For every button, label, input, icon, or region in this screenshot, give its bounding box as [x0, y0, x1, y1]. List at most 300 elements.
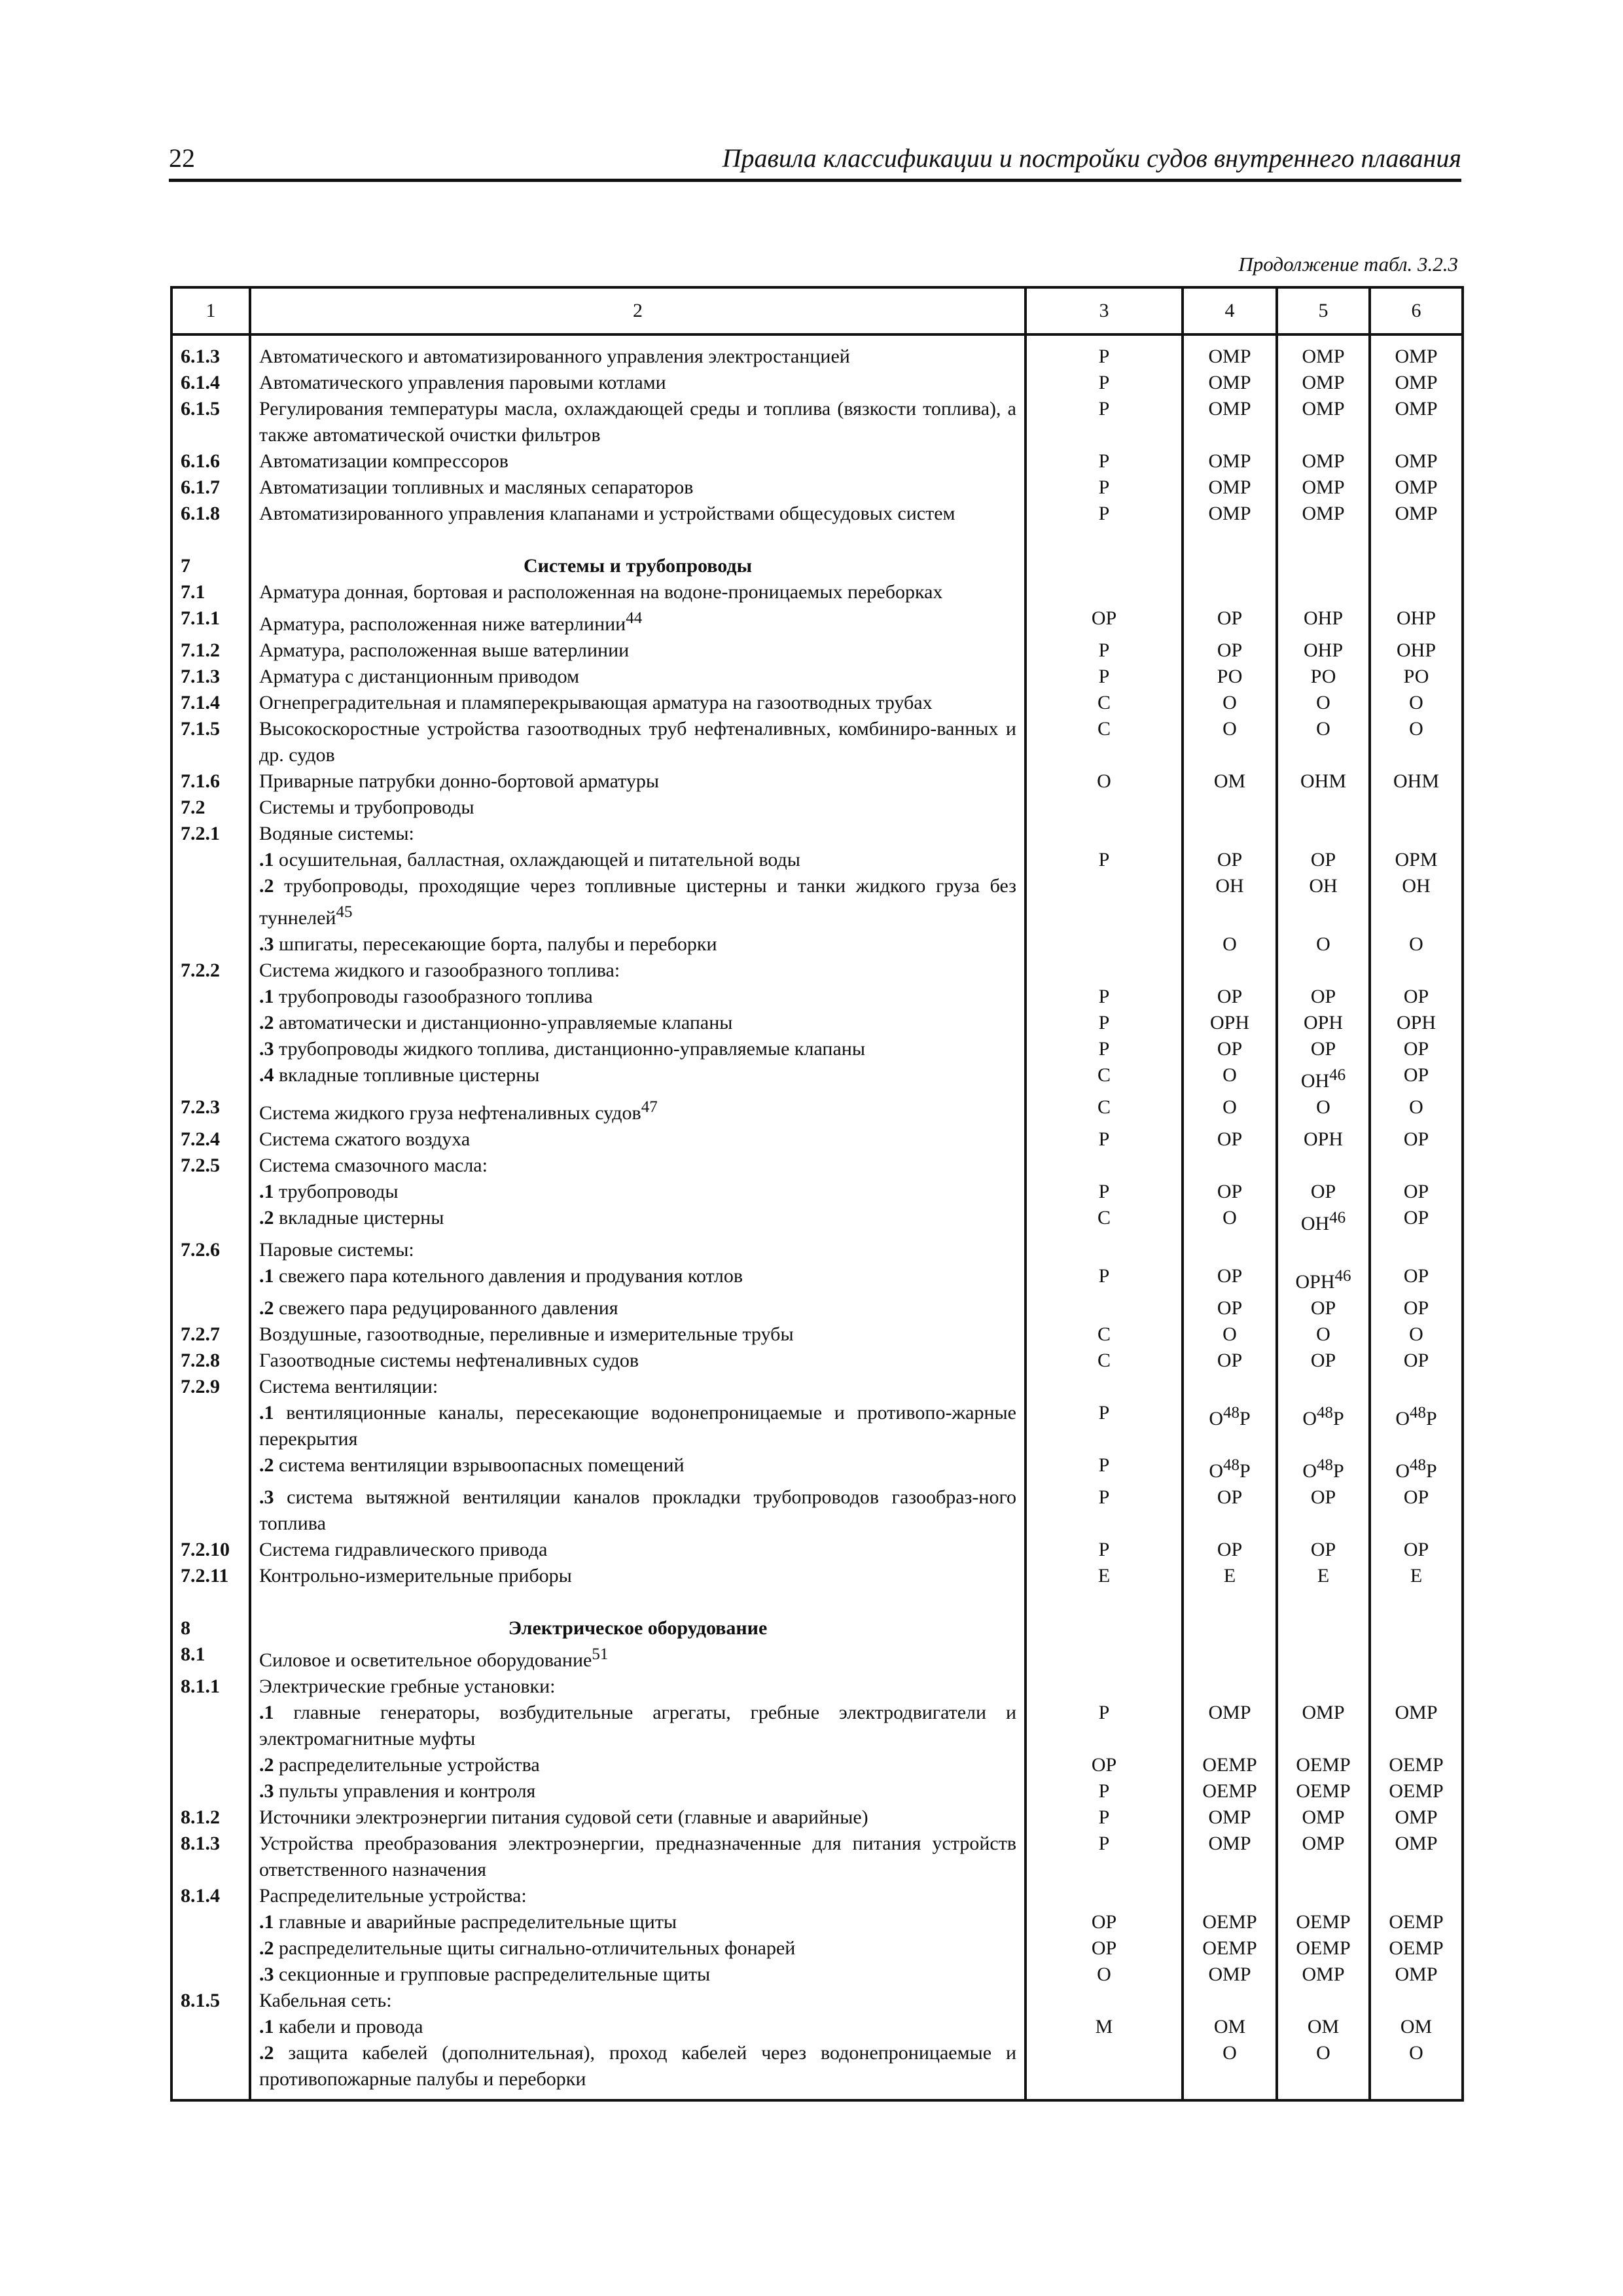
table-row — [171, 605, 1463, 637]
value-cell-c6 — [1370, 1563, 1463, 1589]
row-number-cell — [171, 1988, 250, 2014]
cell-value: ОМР — [1208, 1702, 1251, 1723]
value-cell-c5 — [1277, 1237, 1370, 1263]
cell-value: Р — [1098, 503, 1110, 524]
value-cell-c4 — [1183, 873, 1277, 931]
value-cell-c5 — [1277, 1374, 1370, 1400]
row-text: Система гидравлического привода — [259, 1539, 548, 1560]
cell-value: ОР — [1403, 1297, 1429, 1319]
row-text-cell — [250, 690, 1026, 716]
cell-value: ОР — [1310, 849, 1336, 870]
item-marker: .2 — [259, 1012, 274, 1033]
value-cell-c3 — [1026, 1321, 1183, 1348]
value-cell-c6 — [1370, 1778, 1463, 1804]
value-cell-c3 — [1026, 1778, 1183, 1804]
cell-value: Р — [1098, 1539, 1110, 1560]
table-row — [171, 475, 1463, 501]
row-number-cell — [171, 1295, 250, 1321]
value-cell-c6 — [1370, 873, 1463, 931]
table-row — [171, 334, 1463, 370]
table-row — [171, 370, 1463, 396]
cell-value: ОЕМР — [1296, 1780, 1351, 1802]
cell-value: ОР — [1310, 1539, 1336, 1560]
table-row — [171, 1935, 1463, 1962]
row-text: Система сжатого воздуха — [259, 1128, 471, 1150]
row-number-cell — [171, 527, 250, 553]
row-number-cell — [171, 2040, 250, 2100]
table-row — [171, 768, 1463, 795]
value-cell-c6 — [1370, 1126, 1463, 1153]
cell-value: С — [1097, 1096, 1111, 1118]
row-number-cell — [171, 370, 250, 396]
row-text: распределительные устройства — [279, 1754, 540, 1776]
row-text-cell — [250, 1036, 1026, 1062]
value-cell-c6 — [1370, 1909, 1463, 1935]
row-text: система вентиляции взрывоопасных помещений — [279, 1454, 685, 1476]
table-row — [171, 1537, 1463, 1563]
column-header: 5 — [1277, 287, 1370, 334]
cell-value: ОР — [1217, 1181, 1243, 1202]
table-row — [171, 1237, 1463, 1263]
row-number-cell — [171, 1563, 250, 1589]
cell-value: Р — [1098, 372, 1110, 393]
row-text: пульты управления и контроля — [279, 1780, 536, 1802]
row-number-cell — [171, 396, 250, 448]
value-cell-c6 — [1370, 1484, 1463, 1537]
row-number-cell — [171, 1036, 250, 1062]
cell-value: РО — [1217, 666, 1243, 687]
value-cell-c5 — [1277, 1563, 1370, 1589]
cell-value: ОЕМР — [1296, 1937, 1351, 1959]
cell-value: О — [1222, 692, 1237, 713]
value-cell-c6 — [1370, 821, 1463, 847]
value-cell-c3 — [1026, 690, 1183, 716]
cell-value: ОНР — [1303, 639, 1343, 661]
value-cell-c5 — [1277, 2014, 1370, 2040]
row-number: 7.1.1 — [181, 607, 220, 629]
cell-value: ОР — [1217, 1128, 1243, 1150]
value-cell-c3 — [1026, 1153, 1183, 1179]
value-cell-c6 — [1370, 637, 1463, 664]
table-row — [171, 1010, 1463, 1036]
table-row — [171, 1674, 1463, 1700]
value-cell-c4 — [1183, 664, 1277, 690]
value-cell-c6 — [1370, 334, 1463, 370]
value-cell-c6 — [1370, 1988, 1463, 2014]
value-cell-c3 — [1026, 1263, 1183, 1295]
value-cell-c3 — [1026, 1674, 1183, 1700]
row-number-cell — [171, 1883, 250, 1909]
row-number-cell — [171, 1700, 250, 1752]
value-cell-c3 — [1026, 1804, 1183, 1831]
row-text-cell — [250, 1205, 1026, 1237]
value-cell-c5 — [1277, 1321, 1370, 1348]
value-cell-c3 — [1026, 2014, 1183, 2040]
cell-value: ОР — [1091, 1937, 1117, 1959]
row-text-cell — [250, 1348, 1026, 1374]
cell-value: ОЕМР — [1389, 1754, 1444, 1776]
value-cell-c4 — [1183, 1179, 1277, 1205]
value-cell-c3 — [1026, 2040, 1183, 2100]
table-row — [171, 1831, 1463, 1883]
cell-value: ОЕМР — [1296, 1911, 1351, 1933]
value-cell-c5 — [1277, 1831, 1370, 1883]
row-text-cell — [250, 1589, 1026, 1615]
cell-value: Е — [1317, 1565, 1330, 1587]
cell-value: ОР — [1217, 1038, 1243, 1060]
cell-value: Р — [1098, 346, 1110, 367]
row-text: главные и аварийные распределительные щиты — [279, 1911, 677, 1933]
row-text: вкладные топливные цистерны — [279, 1064, 540, 1086]
row-text: Система смазочного масла: — [259, 1155, 488, 1176]
value-cell-c6 — [1370, 1062, 1463, 1094]
row-number-cell — [171, 1237, 250, 1263]
value-cell-c6 — [1370, 958, 1463, 984]
running-title: Правила классификации и постройки судов внутреннего плавания — [722, 143, 1461, 173]
item-marker: .1 — [259, 1265, 274, 1287]
value-cell-c4 — [1183, 1778, 1277, 1804]
value-cell-c6 — [1370, 1205, 1463, 1237]
cell-value: ОР — [1403, 1038, 1429, 1060]
cell-value: ОМ — [1213, 770, 1246, 792]
value-cell-c6 — [1370, 501, 1463, 527]
row-text: Регулирования температуры масла, охлаждающей среды и топлива (вязкости топлива), а также автоматической очистки фильтров — [259, 398, 1016, 446]
value-cell-c3 — [1026, 1752, 1183, 1778]
value-cell-c6 — [1370, 475, 1463, 501]
row-number-cell — [171, 448, 250, 475]
value-cell-c5 — [1277, 1348, 1370, 1374]
row-text-cell — [250, 1563, 1026, 1589]
section-heading-cell — [250, 553, 1026, 579]
value-cell-c5 — [1277, 527, 1370, 553]
column-header: 6 — [1370, 287, 1463, 334]
row-number: 7.1.3 — [181, 666, 220, 687]
row-number-cell — [171, 1674, 250, 1700]
table-row — [171, 958, 1463, 984]
row-number: 6.1.6 — [181, 450, 220, 472]
value-cell-c5 — [1277, 1126, 1370, 1153]
value-cell-c6 — [1370, 1537, 1463, 1563]
cell-value: Р — [1098, 849, 1110, 870]
value-cell-c3 — [1026, 1909, 1183, 1935]
table-row — [171, 1563, 1463, 1589]
value-cell-c5 — [1277, 475, 1370, 501]
value-cell-c5 — [1277, 873, 1370, 931]
value-cell-c6 — [1370, 448, 1463, 475]
row-text-cell — [250, 1153, 1026, 1179]
row-number: 6.1.3 — [181, 346, 220, 367]
column-header: 3 — [1026, 287, 1183, 334]
value-cell-c4 — [1183, 637, 1277, 664]
value-cell-c5 — [1277, 1179, 1370, 1205]
value-cell-c3 — [1026, 847, 1183, 873]
value-cell-c3 — [1026, 579, 1183, 605]
footnote-ref: 48 — [1316, 1404, 1333, 1422]
value-cell-c5 — [1277, 1883, 1370, 1909]
value-cell-c6 — [1370, 605, 1463, 637]
spacer-row — [171, 1589, 1463, 1615]
row-text: главные генераторы, возбудительные агрегаты, гребные электродвигатели и электромагнитные муфты — [259, 1702, 1017, 1749]
value-cell-c4 — [1183, 1484, 1277, 1537]
spacer-row — [171, 527, 1463, 553]
row-text: Газоотводные системы нефтеналивных судов — [259, 1350, 639, 1371]
row-text: Системы и трубопроводы — [259, 797, 474, 818]
cell-value: ОР — [1310, 1297, 1336, 1319]
cell-value: ОР — [1310, 1350, 1336, 1371]
value-cell-c6 — [1370, 1615, 1463, 1641]
cell-value: О — [1097, 770, 1111, 792]
row-text-cell — [250, 847, 1026, 873]
row-text-cell — [250, 579, 1026, 605]
footnote-ref: 48 — [1409, 1404, 1426, 1422]
page-number: 22 — [169, 143, 195, 173]
value-cell-c6 — [1370, 1674, 1463, 1700]
item-marker: .1 — [259, 1402, 274, 1424]
row-number-cell — [171, 958, 250, 984]
cell-value: О — [1316, 2042, 1330, 2064]
cell-value: О — [1409, 718, 1423, 740]
row-number: 7.1.5 — [181, 718, 220, 740]
cell-value: ОМР — [1208, 476, 1251, 498]
table-row — [171, 448, 1463, 475]
cell-value: ОН — [1402, 875, 1431, 897]
column-header: 4 — [1183, 287, 1277, 334]
cell-value: О — [1316, 1096, 1330, 1118]
value-cell-c4 — [1183, 1804, 1277, 1831]
row-text-cell — [250, 1126, 1026, 1153]
row-number-cell — [171, 1804, 250, 1831]
value-cell-c4 — [1183, 1010, 1277, 1036]
value-cell-c6 — [1370, 1831, 1463, 1883]
row-text: Кабельная сеть: — [259, 1990, 392, 2011]
value-cell-c6 — [1370, 579, 1463, 605]
row-text: Арматура с дистанционным приводом — [259, 666, 580, 687]
value-cell-c5 — [1277, 958, 1370, 984]
value-cell-c3 — [1026, 1010, 1183, 1036]
table-row — [171, 1374, 1463, 1400]
row-number-cell — [171, 795, 250, 821]
row-number-cell — [171, 2014, 250, 2040]
table-row — [171, 716, 1463, 768]
cell-value: Е — [1223, 1565, 1236, 1587]
cell-value: ОР — [1310, 1181, 1336, 1202]
cell-value: Р — [1098, 1181, 1110, 1202]
table-row — [171, 501, 1463, 527]
row-text: Силовое и осветительное оборудование — [259, 1649, 592, 1671]
cell-value: ОР — [1403, 986, 1429, 1007]
value-cell-c5 — [1277, 768, 1370, 795]
cell-value: О — [1316, 718, 1330, 740]
cell-value: Р — [1098, 450, 1110, 472]
table-row — [171, 1348, 1463, 1374]
row-text-cell — [250, 396, 1026, 448]
value-cell-c5 — [1277, 1778, 1370, 1804]
value-cell-c6: $О^{48}Р$ — [1370, 1400, 1463, 1452]
row-text: Источники электроэнергии питания судовой сети (главные и аварийные) — [259, 1806, 868, 1828]
row-text-cell — [250, 1909, 1026, 1935]
cell-value: ОМР — [1395, 503, 1438, 524]
cell-value: ОЕМР — [1202, 1780, 1257, 1802]
row-number-cell — [171, 1010, 250, 1036]
value-cell-c3 — [1026, 553, 1183, 579]
value-cell-c5 — [1277, 1036, 1370, 1062]
value-cell-c4 — [1183, 847, 1277, 873]
cell-value: ОМР — [1395, 372, 1438, 393]
value-cell-c4 — [1183, 1674, 1277, 1700]
row-number-cell — [171, 1400, 250, 1452]
value-cell-c3 — [1026, 1962, 1183, 1988]
row-number-cell — [171, 1153, 250, 1179]
cell-value: Е — [1097, 1565, 1111, 1587]
cell-value: ОМР — [1302, 372, 1345, 393]
value-cell-c6 — [1370, 553, 1463, 579]
value-cell-c6 — [1370, 1153, 1463, 1179]
cell-value: ОРН — [1209, 1012, 1249, 1033]
value-cell-c3 — [1026, 958, 1183, 984]
value-cell-c6 — [1370, 1804, 1463, 1831]
table-row — [171, 1883, 1463, 1909]
value-cell-c4 — [1183, 716, 1277, 768]
row-text-cell — [250, 768, 1026, 795]
value-cell-c4 — [1183, 1831, 1277, 1883]
value-cell-c4: $О^{48}Р$ — [1183, 1400, 1277, 1452]
cell-value: ОНМ — [1393, 770, 1439, 792]
row-text-cell — [250, 605, 1026, 637]
value-cell-c4 — [1183, 501, 1277, 527]
cell-value: ОР — [1310, 1486, 1336, 1508]
value-cell-c3 — [1026, 1700, 1183, 1752]
cell-value: О — [1409, 692, 1423, 713]
cell-value: ОЕМР — [1202, 1911, 1257, 1933]
row-text: Воздушные, газоотводные, переливные и измерительные трубы — [259, 1323, 794, 1345]
table-row — [171, 637, 1463, 664]
cell-value: ОМР — [1302, 450, 1345, 472]
value-cell-c4 — [1183, 553, 1277, 579]
row-text-cell — [250, 475, 1026, 501]
cell-value: О — [1222, 933, 1237, 955]
cell-value: ОЕМР — [1202, 1937, 1257, 1959]
row-text-cell — [250, 501, 1026, 527]
section-heading: Системы и трубопроводы — [523, 555, 752, 577]
table-row — [171, 664, 1463, 690]
value-cell-c6 — [1370, 984, 1463, 1010]
value-cell-c3 — [1026, 1374, 1183, 1400]
row-number: 8.1.5 — [181, 1990, 220, 2011]
cell-value: ОР — [1217, 849, 1243, 870]
cell-value: ОР — [1217, 1486, 1243, 1508]
item-marker: .2 — [259, 1207, 274, 1229]
cell-value: ОМР — [1208, 398, 1251, 420]
cell-value: ОРН — [1295, 1271, 1335, 1293]
value-cell-c4 — [1183, 370, 1277, 396]
value-cell-c5 — [1277, 1062, 1370, 1094]
row-text: Огнепреградительная и пламяперекрывающая арматура на газоотводных трубах — [259, 692, 933, 713]
value-cell-c6 — [1370, 1348, 1463, 1374]
cell-value: Р — [1098, 1038, 1110, 1060]
row-text: Автоматизации топливных и масляных сепараторов — [259, 476, 694, 498]
table-header — [171, 287, 1463, 334]
section-heading-row — [171, 553, 1463, 579]
value-cell-c3 — [1026, 1400, 1183, 1452]
cell-value: ОНМ — [1300, 770, 1346, 792]
cell-value: ОЕМР — [1389, 1937, 1444, 1959]
row-text-cell — [250, 1641, 1026, 1674]
value-cell-c6 — [1370, 1935, 1463, 1962]
row-text-cell — [250, 1674, 1026, 1700]
row-number: 8 — [181, 1617, 190, 1639]
row-text-cell — [250, 931, 1026, 958]
row-text-cell — [250, 1062, 1026, 1094]
row-number: 7.1.2 — [181, 639, 220, 661]
row-text: трубопроводы жидкого топлива, дистанционно-управляемые клапаны — [279, 1038, 865, 1060]
cell-value: Р — [1098, 1486, 1110, 1508]
row-text: Автоматического управления паровыми котлами — [259, 372, 666, 393]
row-text-cell — [250, 1804, 1026, 1831]
value-cell-c5 — [1277, 1094, 1370, 1126]
cell-value: Р — [1098, 1265, 1110, 1287]
cell-value: ОНР — [1303, 607, 1343, 629]
cell-value: Р — [1098, 1833, 1110, 1854]
cell-value: О — [1316, 692, 1330, 713]
row-number-cell — [171, 1205, 250, 1237]
row-number: 7.2.2 — [181, 960, 220, 981]
value-cell-c3 — [1026, 768, 1183, 795]
cell-value: ОЕМР — [1296, 1754, 1351, 1776]
value-cell-c5 — [1277, 1988, 1370, 2014]
cell-value: ОМР — [1302, 1964, 1345, 1985]
row-text: свежего пара котельного давления и продувания котлов — [279, 1265, 743, 1287]
cell-value: ОМР — [1208, 450, 1251, 472]
value-cell-c3 — [1026, 1205, 1183, 1237]
value-cell-c4 — [1183, 1589, 1277, 1615]
value-cell-c6 — [1370, 690, 1463, 716]
value-cell-c3 — [1026, 984, 1183, 1010]
row-text: Высокоскоростные устройства газоотводных труб нефтеналивных, комбиниро-ванных и др. судов — [259, 718, 1016, 766]
row-number-cell — [171, 690, 250, 716]
row-number-cell — [171, 1263, 250, 1295]
cell-value: ОРН — [1396, 1012, 1436, 1033]
row-text: трубопроводы газообразного топлива — [279, 986, 593, 1007]
item-marker: .1 — [259, 1702, 274, 1723]
value-cell-c3 — [1026, 1883, 1183, 1909]
value-cell-c4 — [1183, 334, 1277, 370]
row-text-cell — [250, 1094, 1026, 1126]
table-row — [171, 984, 1463, 1010]
column-header: 2 — [250, 287, 1026, 334]
footnote-ref: 46 — [1329, 1209, 1346, 1227]
row-number-cell — [171, 1126, 250, 1153]
value-cell-c5: $О^{48}Р$ — [1277, 1400, 1370, 1452]
cell-value: ОЕМР — [1389, 1780, 1444, 1802]
item-marker: .2 — [259, 1454, 274, 1476]
row-text: Арматура, расположенная ниже ватерлинии — [259, 613, 626, 635]
value-cell-c6 — [1370, 1010, 1463, 1036]
value-cell-c3 — [1026, 637, 1183, 664]
row-text-cell — [250, 1237, 1026, 1263]
row-number-cell — [171, 579, 250, 605]
cell-value: ОНР — [1396, 607, 1436, 629]
row-text-cell — [250, 1374, 1026, 1400]
row-number: 7 — [181, 555, 190, 577]
row-text: система вытяжной вентиляции каналов прокладки трубопроводов газообраз-ного топлива — [259, 1486, 1017, 1534]
row-text-cell — [250, 1700, 1026, 1752]
footnote-ref: 46 — [1329, 1066, 1346, 1084]
row-number-cell — [171, 1062, 250, 1094]
row-number-cell — [171, 1962, 250, 1988]
value-cell-c4 — [1183, 795, 1277, 821]
value-cell-c5 — [1277, 1263, 1370, 1295]
value-cell-c4 — [1183, 1348, 1277, 1374]
